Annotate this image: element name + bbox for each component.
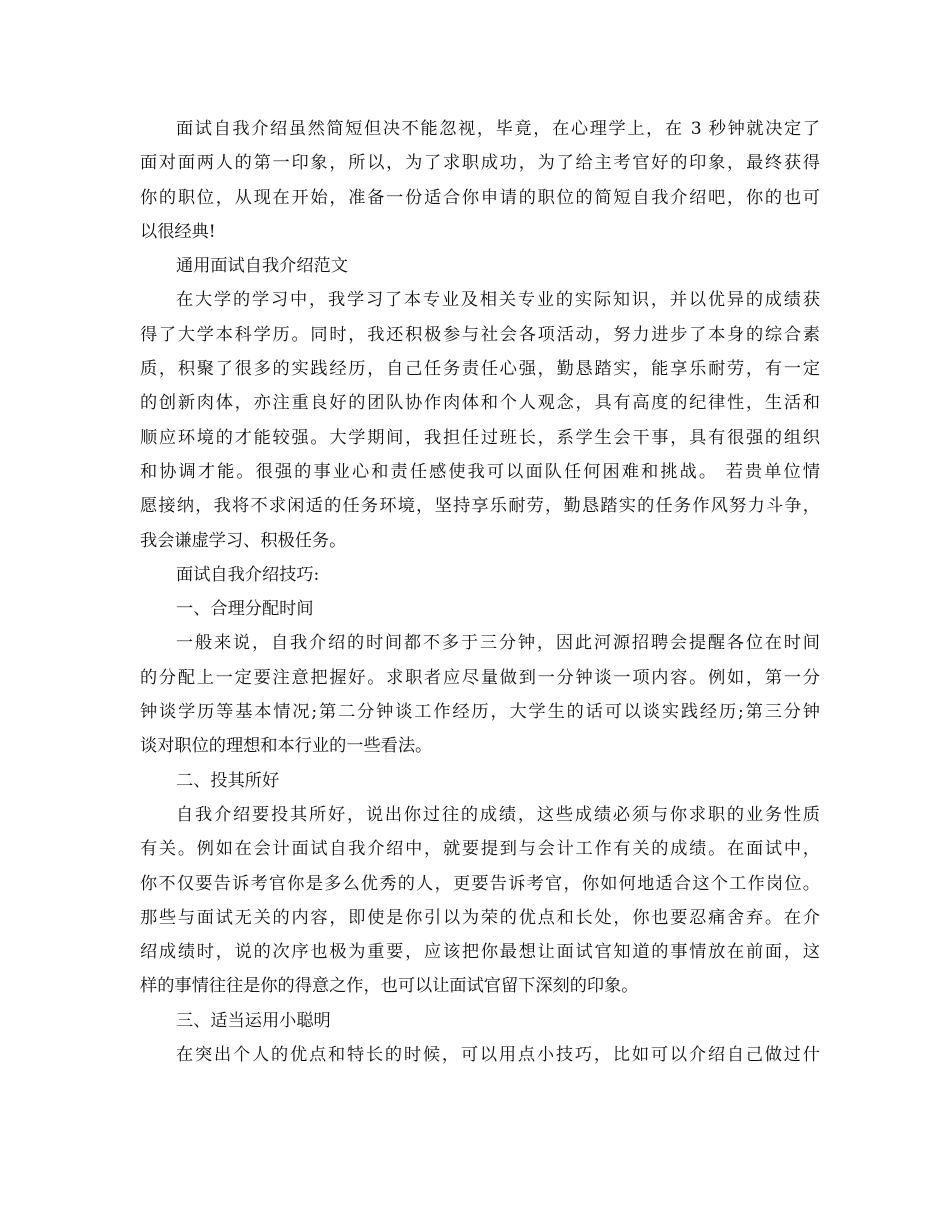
text-line: 以很经典! — [140, 221, 216, 242]
document-body — [140, 112, 820, 1072]
text-line: 样的事情往往是你的得意之作，也可以让面试官留下深刻的印象。 — [140, 976, 639, 997]
text-line: 在突出个人的优点和特长的时候，可以用点小技巧，比如可以介绍自己做过什 — [176, 1045, 820, 1066]
text-line: 你不仅要告诉考官你是多么优秀的人，更要告诉考官，你如何地适合这个工作岗位。 — [140, 873, 820, 894]
text-line: 的分配上一定要注意把握好。求职者应尽量做到一分钟谈一项内容。例如，第一分 — [140, 667, 820, 688]
text-line: 一、合理分配时间 — [176, 599, 314, 620]
text-line: 二、投其所好 — [176, 770, 280, 791]
text-line: 和协调才能。很强的事业心和责任感使我可以面队任何困难和挑战。 若贵单位情 — [140, 461, 820, 482]
text-line: 你的职位，从现在开始，准备一份适合你申请的职位的简短自我介绍吧，你的也可 — [140, 187, 820, 208]
text-line: 愿接纳，我将不求闲适的任务环境，坚持享乐耐劳，勤恳踏实的任务作风努力斗争， — [140, 496, 820, 517]
text-line: 谈对职位的理想和本行业的一些看法。 — [140, 736, 433, 757]
text-line: 通用面试自我介绍范文 — [176, 256, 348, 277]
text-line: 面试自我介绍技巧: — [176, 564, 320, 585]
text-line: 钟谈学历等基本情况;第二分钟谈工作经历，大学生的话可以谈实践经历;第三分钟 — [140, 702, 820, 723]
text-line: 在大学的学习中，我学习了本专业及相关专业的实际知识，并以优异的成绩获 — [176, 290, 820, 311]
text-line: 那些与面试无关的内容，即使是你引以为荣的优点和长处，你也要忍痛舍弃。在介 — [140, 907, 820, 928]
text-line: 自我介绍要投其所好，说出你过往的成绩，这些成绩必须与你求职的业务性质 — [176, 804, 820, 825]
text-line: 面试自我介绍虽然简短但决不能忽视，毕竟，在心理学上，在 3 秒钟就决定了 — [176, 119, 820, 139]
text-line: 顺应环境的才能较强。大学期间，我担任过班长，系学生会干事，具有很强的组织 — [140, 427, 820, 448]
text-line: 质，积聚了很多的实践经历，自己任务责任心强，勤恳踏实，能享乐耐劳，有一定 — [140, 359, 820, 380]
text-line: 的创新肉体，亦注重良好的团队协作肉体和个人观念，具有高度的纪律性，生活和 — [140, 393, 820, 414]
text-line: 绍成绩时，说的次序也极为重要，应该把你最想让面试官知道的事情放在前面，这 — [140, 942, 820, 963]
text-line: 面对面两人的第一印象，所以，为了求职成功，为了给主考官好的印象，最终获得 — [140, 153, 820, 174]
text-line: 得了大学本科学历。同时，我还积极参与社会各项活动，努力进步了本身的综合素 — [140, 324, 820, 345]
text-line: 三、适当运用小聪明 — [176, 1010, 331, 1031]
text-line: 一般来说，自我介绍的时间都不多于三分钟，因此河源招聘会提醒各位在时间 — [176, 633, 820, 654]
text-line: 我会谦虚学习、积极任务。 — [140, 530, 347, 551]
text-line: 有关。例如在会计面试自我介绍中，就要提到与会计工作有关的成绩。在面试中， — [140, 839, 820, 860]
